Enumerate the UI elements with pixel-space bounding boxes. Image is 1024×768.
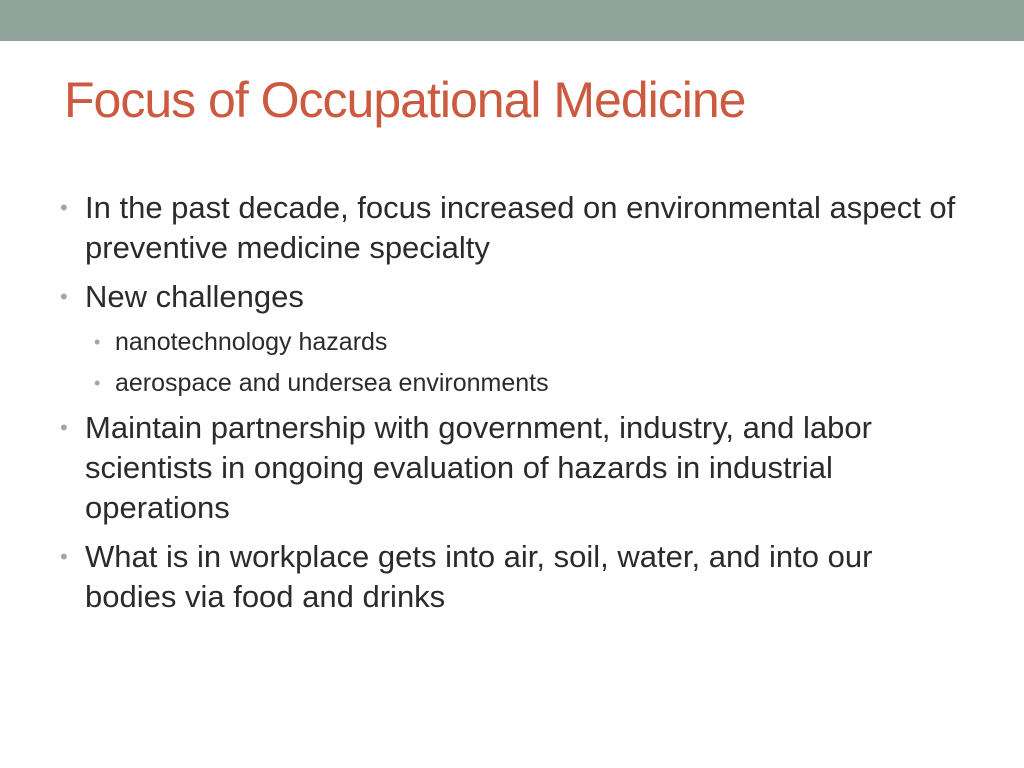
sub-bullet-text: aerospace and undersea environments [115, 369, 549, 397]
bullet-list [60, 188, 960, 626]
bullet-dot-icon: • [60, 415, 68, 440]
bullet-dot-icon: • [94, 332, 101, 352]
bullet-item [60, 188, 960, 268]
top-accent-bar [0, 0, 1024, 41]
bullet-item [60, 537, 960, 617]
bullet-dot-icon: • [94, 373, 101, 393]
bullet-dot-icon: • [60, 195, 68, 220]
bullet-item [60, 277, 960, 317]
bullet-text: What is in workplace gets into air, soil, water, and into our bodies via food and drinks [85, 539, 873, 614]
bullet-text: New challenges [85, 279, 304, 314]
slide-title: Focus of Occupational Medicine [64, 72, 746, 128]
bullet-item [60, 408, 960, 528]
bullet-text: In the past decade, focus increased on environmental aspect of preventive medicine specialty [85, 190, 956, 265]
bullet-dot-icon: • [60, 284, 68, 309]
bullet-text: Maintain partnership with government, industry, and labor scientists in ongoing evaluation of hazards in industrial operations [85, 410, 872, 525]
sub-bullet-text: nanotechnology hazards [115, 328, 388, 356]
sub-bullet-item [60, 326, 960, 358]
sub-bullet-item [60, 367, 960, 399]
bullet-dot-icon: • [60, 544, 68, 569]
